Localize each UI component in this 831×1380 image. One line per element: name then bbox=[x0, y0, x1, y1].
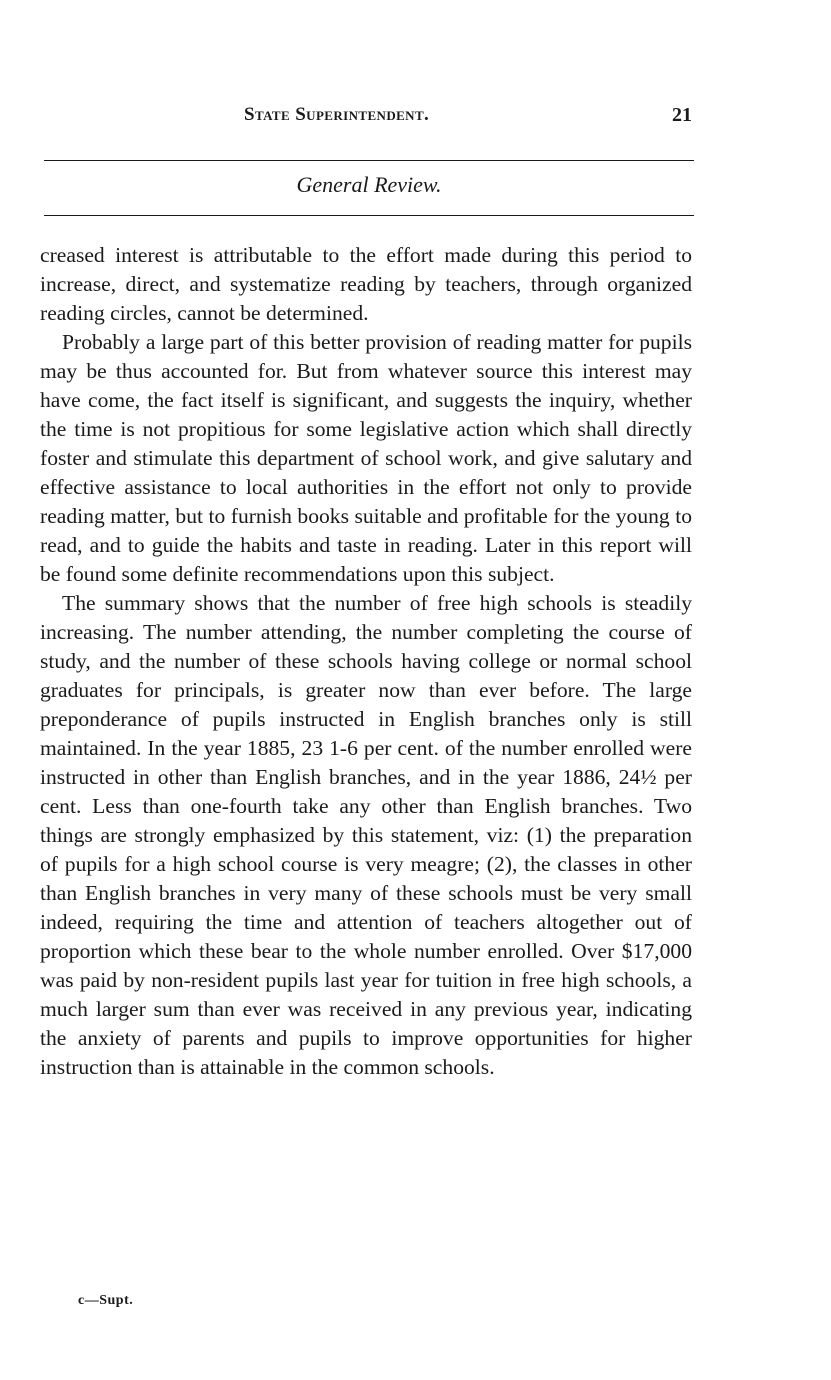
running-head bbox=[0, 104, 831, 130]
section-title: General Review. bbox=[296, 172, 442, 197]
paragraph-high-schools: The summary shows that the number of free high schools is steadily increasing. The number attending, the number completing the course of study, and the number of these schools having college or normal school graduates for principals, is greater now than ever before. The large preponderance of pupils instructed in English branches only is still maintained. In the year 1885, 23 1-6 per cent. of the number enrolled were instructed in other than English branches, and in the year 1886, 24½ per cent. Less than one-fourth take any other than English branches. Two things are strongly emphasized by this statement, viz: (1) the preparation of pupils for a high school course is very meagre; (2), the classes in other than English branches in very many of these schools must be very small indeed, requiring the time and attention of teachers altogether out of proportion which these bear to the whole number enrolled. Over $17,000 was paid by non-resident pupils last year for tuition in free high schools, a much larger sum than ever was received in any previous year, indicating the anxiety of parents and pupils to improve opportunities for higher instruction than is attainable in the common schools. bbox=[40, 591, 692, 1079]
bottom-rule bbox=[44, 215, 694, 216]
signature-mark: c—Supt. bbox=[78, 1293, 134, 1308]
paragraph-reading-provision: Probably a large part of this better provision of reading matter for pupils may be thus accounted for. But from whatever source this interest may have come, the fact itself is significant, and suggests the inquiry, whether the time is not propitious for some legislative action which shall directly foster and stimulate this department of school work, and give salutary and effective assistance to local authorities in the effort not only to provide reading matter, but to furnish books suitable and profitable for the young to read, and to guide the habits and taste in reading. Later in this report will be found some definite recommendations upon this subject. bbox=[40, 330, 692, 586]
top-rule bbox=[44, 160, 694, 161]
paragraph-continued: creased interest is attributable to the effort made during this period to increase, direct, and systematize reading by teachers, through organized reading circles, cannot be determined. bbox=[40, 243, 692, 325]
body-text bbox=[40, 241, 692, 1082]
page-number: 21 bbox=[672, 104, 692, 126]
running-title: State Superintendent. bbox=[244, 104, 430, 125]
